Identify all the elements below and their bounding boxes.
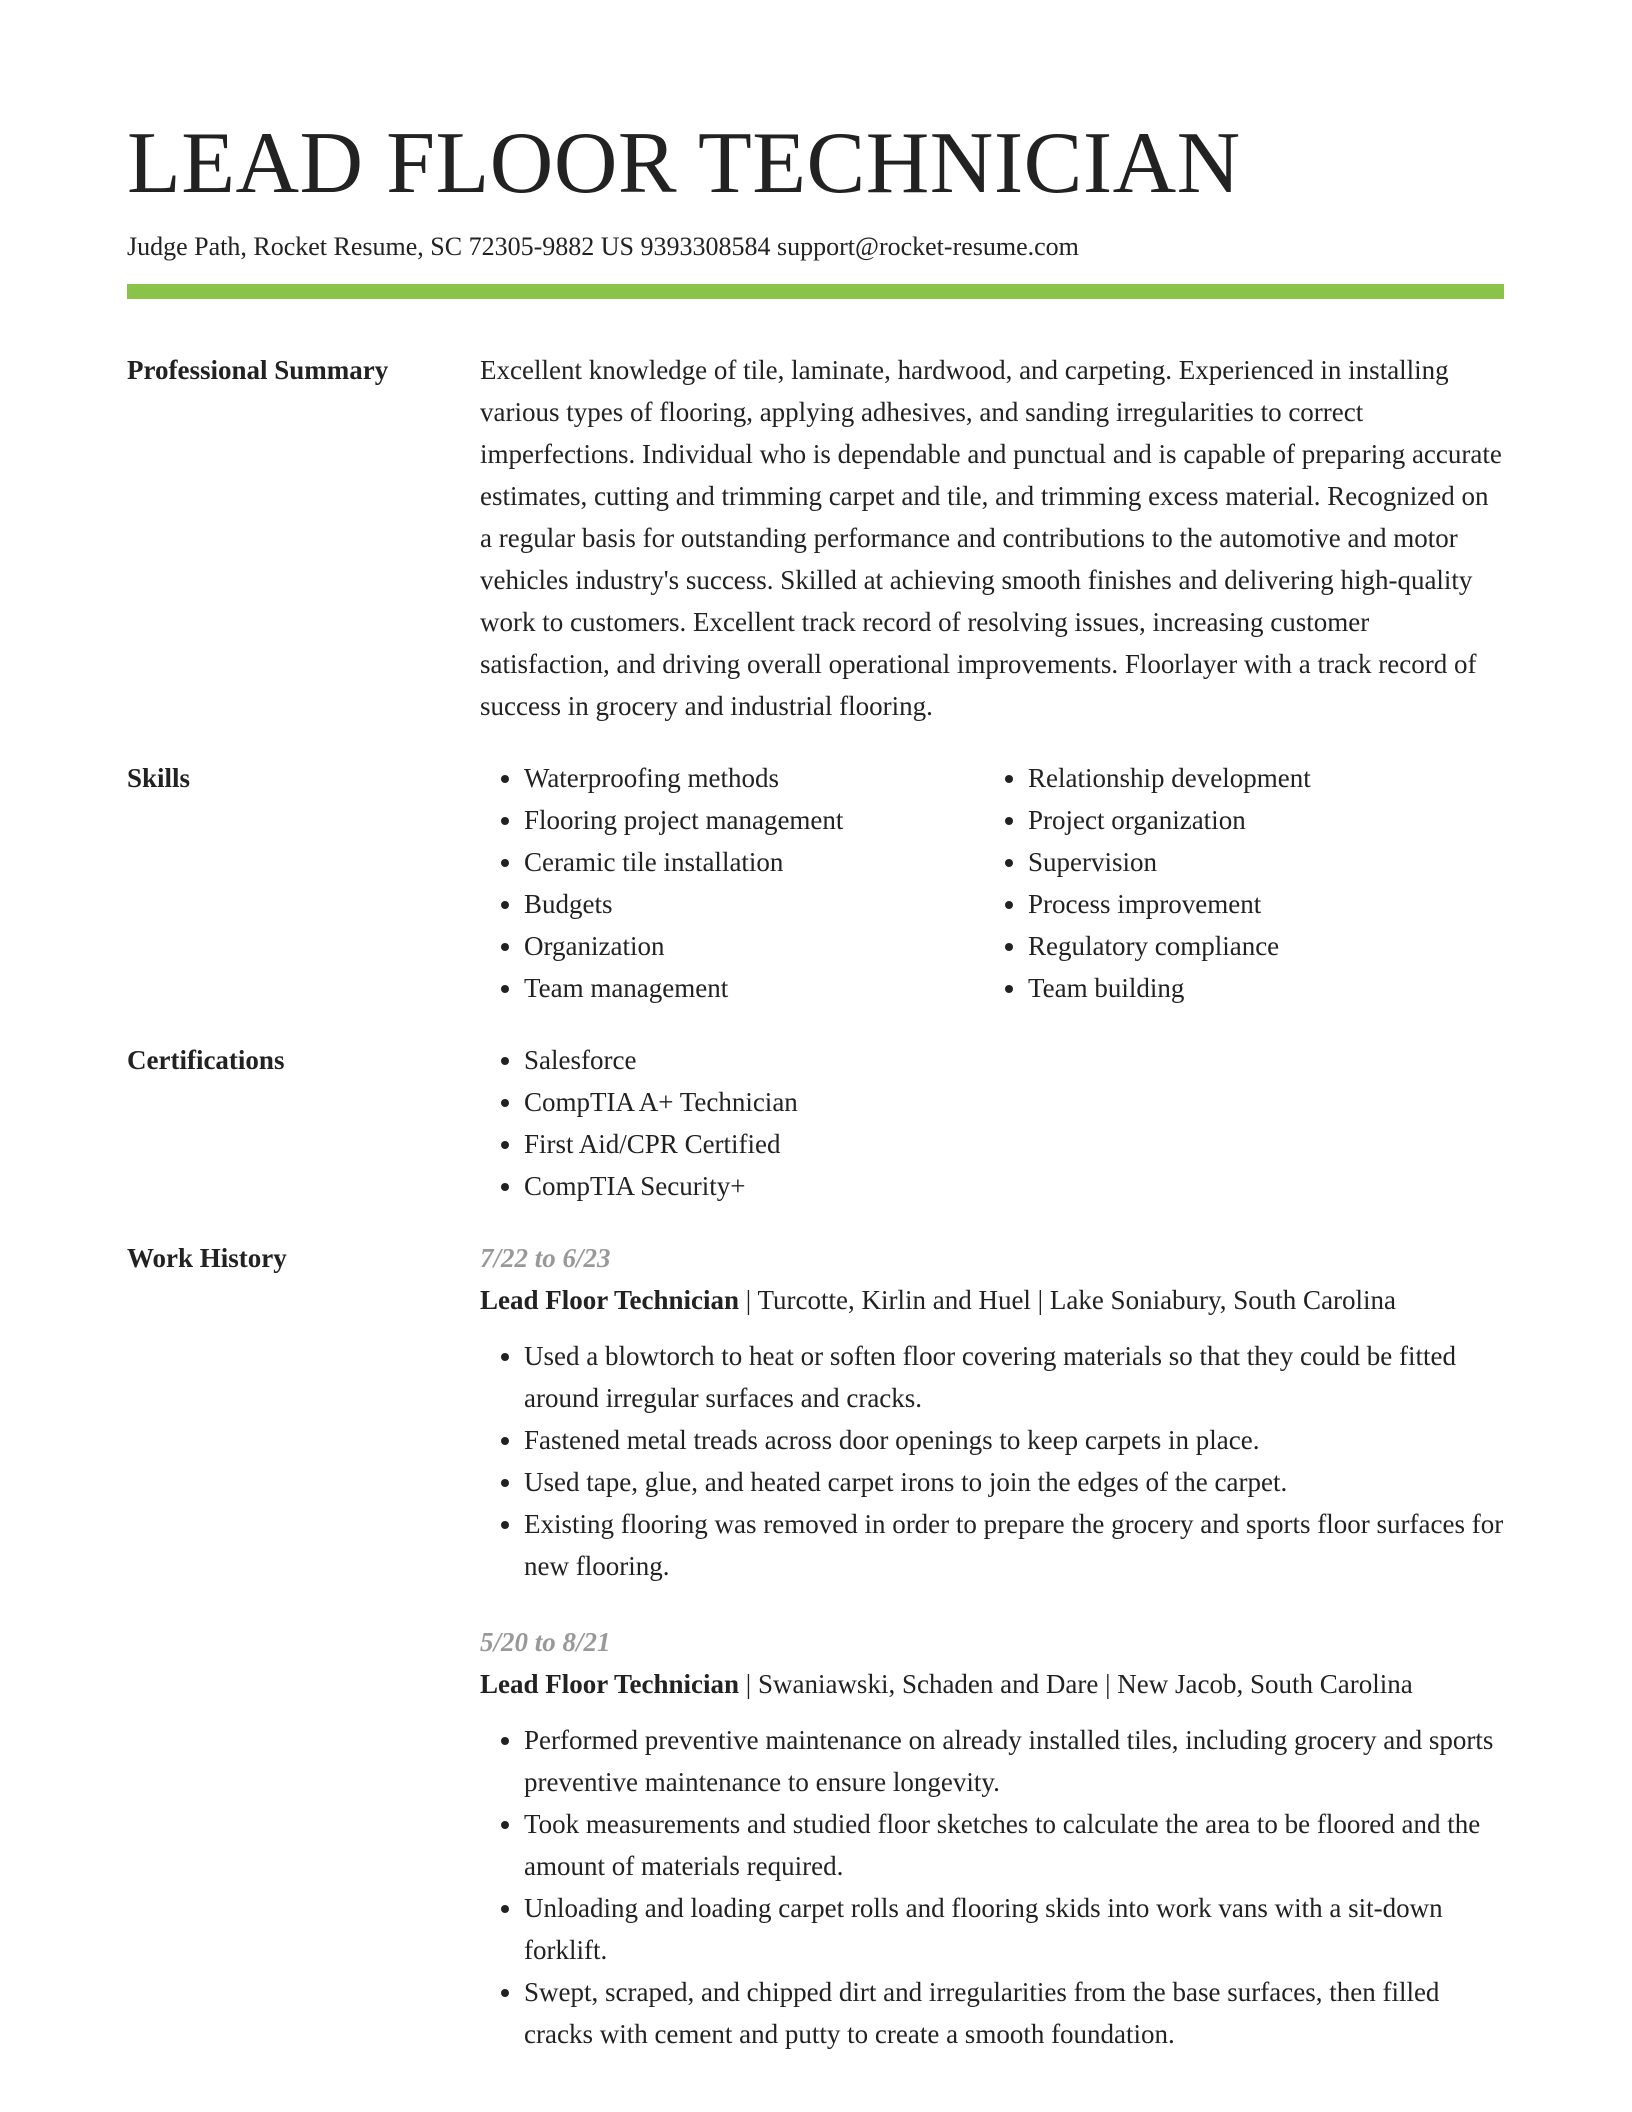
job-title: Lead Floor Technician xyxy=(480,1284,740,1315)
certification-item: • Salesforce xyxy=(524,1039,1504,1081)
skills-list-right xyxy=(984,757,1311,1009)
skill-item: • Waterproofing methods xyxy=(524,757,984,799)
work-history-section xyxy=(127,1237,1504,2055)
job-bullet: • Fastened metal treads across door openings to keep carpets in place. xyxy=(524,1419,1504,1461)
skills-columns xyxy=(480,757,1504,1009)
skill-item: • Team management xyxy=(524,967,984,1009)
contact-address: Judge Path, Rocket Resume, SC 72305-9882 US xyxy=(127,232,634,261)
job-bullet: • Used tape, glue, and heated carpet irons to join the edges of the carpet. xyxy=(524,1461,1504,1503)
skill-item: • Process improvement xyxy=(1028,883,1311,925)
skill-item: • Budgets xyxy=(524,883,984,925)
resume-page xyxy=(127,115,1504,2055)
certification-item: • CompTIA A+ Technician xyxy=(524,1081,1504,1123)
summary-section xyxy=(127,349,1504,727)
job-bullets xyxy=(480,1335,1504,1587)
job-bullet: • Took measurements and studied floor sketches to calculate the area to be floored and the amount of materials required. xyxy=(524,1803,1504,1887)
contact-line xyxy=(127,230,1504,264)
certifications-section xyxy=(127,1039,1504,1207)
certifications-body xyxy=(480,1039,1504,1207)
job-bullets xyxy=(480,1719,1504,2055)
page-title: LEAD FLOOR TECHNICIAN xyxy=(127,115,1241,212)
skill-item: • Ceramic tile installation xyxy=(524,841,984,883)
contact-email: support@rocket-resume.com xyxy=(777,232,1079,261)
certifications-label: Certifications xyxy=(127,1044,285,1075)
skill-item: • Project organization xyxy=(1028,799,1311,841)
certification-item: • First Aid/CPR Certified xyxy=(524,1123,1504,1165)
skills-section xyxy=(127,757,1504,1009)
job-heading xyxy=(480,1279,1504,1321)
job-details: | Swaniawski, Schaden and Dare | New Jacob, South Carolina xyxy=(739,1668,1413,1699)
job-bullet: • Used a blowtorch to heat or soften floor covering materials so that they could be fitted around irregular surfaces and cracks. xyxy=(524,1335,1504,1419)
job-dates: 5/20 to 8/21 xyxy=(480,1626,611,1657)
skill-item: • Team building xyxy=(1028,967,1311,1009)
skills-list-left xyxy=(480,757,984,1009)
job-details: | Turcotte, Kirlin and Huel | Lake Soniabury, South Carolina xyxy=(739,1284,1397,1315)
job-bullet: • Existing flooring was removed in order to prepare the grocery and sports floor surfaces for new flooring. xyxy=(524,1503,1504,1587)
contact-phone: 9393308584 xyxy=(640,232,771,261)
job-entry xyxy=(480,1621,1504,2055)
skills-label: Skills xyxy=(127,762,191,793)
job-heading xyxy=(480,1663,1504,1705)
header-divider xyxy=(127,284,1504,299)
skill-item: • Supervision xyxy=(1028,841,1311,883)
skill-item: • Regulatory compliance xyxy=(1028,925,1311,967)
summary-text: Excellent knowledge of tile, laminate, hardwood, and carpeting. Experienced in installing various types of flooring, applying adhesives, and sanding irregularities to correct imperfections. Individual who is dependable and punctual and is capable of preparing accurate estimates, cutting and trimming carpet and tile, and trimming excess material. Recognized on a regular basis for outstanding performance and contributions to the automotive and motor vehicles industry's success. Skilled at achieving smooth finishes and delivering high-quality work to customers. Excellent track record of resolving issues, increasing customer satisfaction, and driving overall operational improvements. Floorlayer with a track record of success in grocery and industrial flooring. xyxy=(480,354,1502,721)
job-bullet: • Unloading and loading carpet rolls and flooring skids into work vans with a sit-down forklift. xyxy=(524,1887,1504,1971)
job-entry xyxy=(480,1237,1504,1587)
job-bullet: • Swept, scraped, and chipped dirt and irregularities from the base surfaces, then filled cracks with cement and putty to create a smooth foundation. xyxy=(524,1971,1504,2055)
job-bullet: • Performed preventive maintenance on already installed tiles, including grocery and sports preventive maintenance to ensure longevity. xyxy=(524,1719,1504,1803)
work-history-label: Work History xyxy=(127,1242,287,1273)
summary-label: Professional Summary xyxy=(127,354,389,385)
certification-item: • CompTIA Security+ xyxy=(524,1165,1504,1207)
job-title: Lead Floor Technician xyxy=(480,1668,740,1699)
skill-item: • Relationship development xyxy=(1028,757,1311,799)
job-dates: 7/22 to 6/23 xyxy=(480,1242,611,1273)
skill-item: • Organization xyxy=(524,925,984,967)
skill-item: • Flooring project management xyxy=(524,799,984,841)
work-history-body xyxy=(480,1237,1504,2055)
certifications-list xyxy=(480,1039,1504,1207)
